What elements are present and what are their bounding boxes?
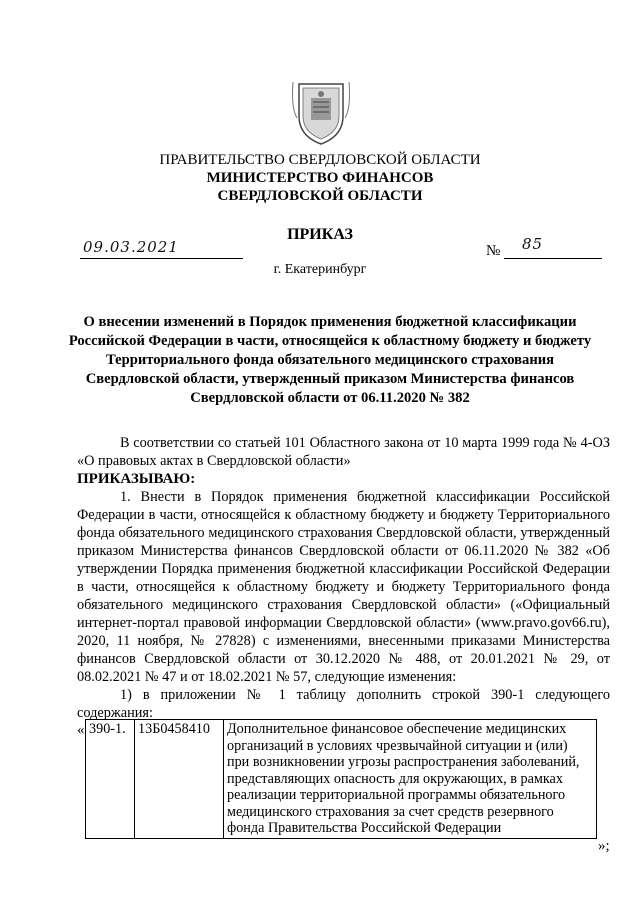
order-word: ПРИКАЗЫВАЮ: <box>77 471 196 487</box>
city: г. Екатеринбург <box>273 262 367 277</box>
coat-of-arms-emblem <box>291 78 351 148</box>
row-number: 390-1. <box>86 720 135 839</box>
ministry-region: СВЕРДЛОВСКОЙ ОБЛАСТИ <box>217 188 423 204</box>
number-underline <box>504 258 602 259</box>
order-date: 09.03.2021 <box>83 238 179 256</box>
open-quote: « <box>77 722 85 738</box>
date-underline <box>80 258 243 259</box>
order-number: 85 <box>522 235 544 253</box>
government-name: ПРАВИТЕЛЬСТВО СВЕРДЛОВСКОЙ ОБЛАСТИ <box>159 152 481 168</box>
order-title: О внесении изменений в Порядок применения бюджетной классификации Российской Федерации в части, относящейся к областному бюджету и бюджету Территориального фонда обязательного медицинского страхования Свердловской области, утвержденный приказом Министерства финансов Свердловской области от 06.11.2020 № 382 <box>68 314 592 406</box>
intro-paragraph: В соответствии со статьей 101 Областного закона от 10 марта 1999 года № 4-ОЗ «О правовых актах в Свердловской области» <box>77 435 610 469</box>
document-type: ПРИКАЗ <box>287 226 353 243</box>
ministry-name: МИНИСТЕРСТВО ФИНАНСОВ <box>206 170 434 186</box>
classification-table <box>85 719 597 839</box>
number-label: № <box>486 243 501 259</box>
row-description: Дополнительное финансовое обеспечение медицинских организаций в условиях чрезвычайной ситуации и (или) при возникновении угрозы распространения заболеваний, представляющих опасность для окружающих, в рамках реализации территориальной программы обязательного медицинского страхования за счет средств резервного фонда Правительства Российской Федерации <box>224 720 597 839</box>
order-body <box>77 434 610 722</box>
item-1-1-paragraph: 1) в приложении № 1 таблицу дополнить строкой 390-1 следующего содержания: <box>77 687 610 721</box>
row-code: 13Б0458410 <box>135 720 224 839</box>
table-row <box>86 720 597 839</box>
close-quote: »; <box>598 838 610 854</box>
item-1-paragraph: 1. Внести в Порядок применения бюджетной классификации Российской Федерации в части, относящейся к областному бюджету и бюджету Территориального фонда обязательного медицинского страхования Свердловской области, утвержденный приказом Министерства финансов Свердловской области от 06.11.2020 № 382 «Об утверждении Порядка применения бюджетной классификации Российской Федерации в части, относящейся к областному бюджету и бюджету Территориального фонда обязательного медицинского страхования Свердловской области» («Официальный интернет-портал правовой информации Свердловской области» (www.pravo.gov66.ru), 2020, 11 ноября, № 27828) с изменениями, внесенными приказами Министерства финансов Свердловской области от 30.12.2020 № 488, от 20.01.2021 № 29, от 08.02.2021 № 47 и от 18.02.2021 № 57, следующие изменения: <box>77 489 610 685</box>
